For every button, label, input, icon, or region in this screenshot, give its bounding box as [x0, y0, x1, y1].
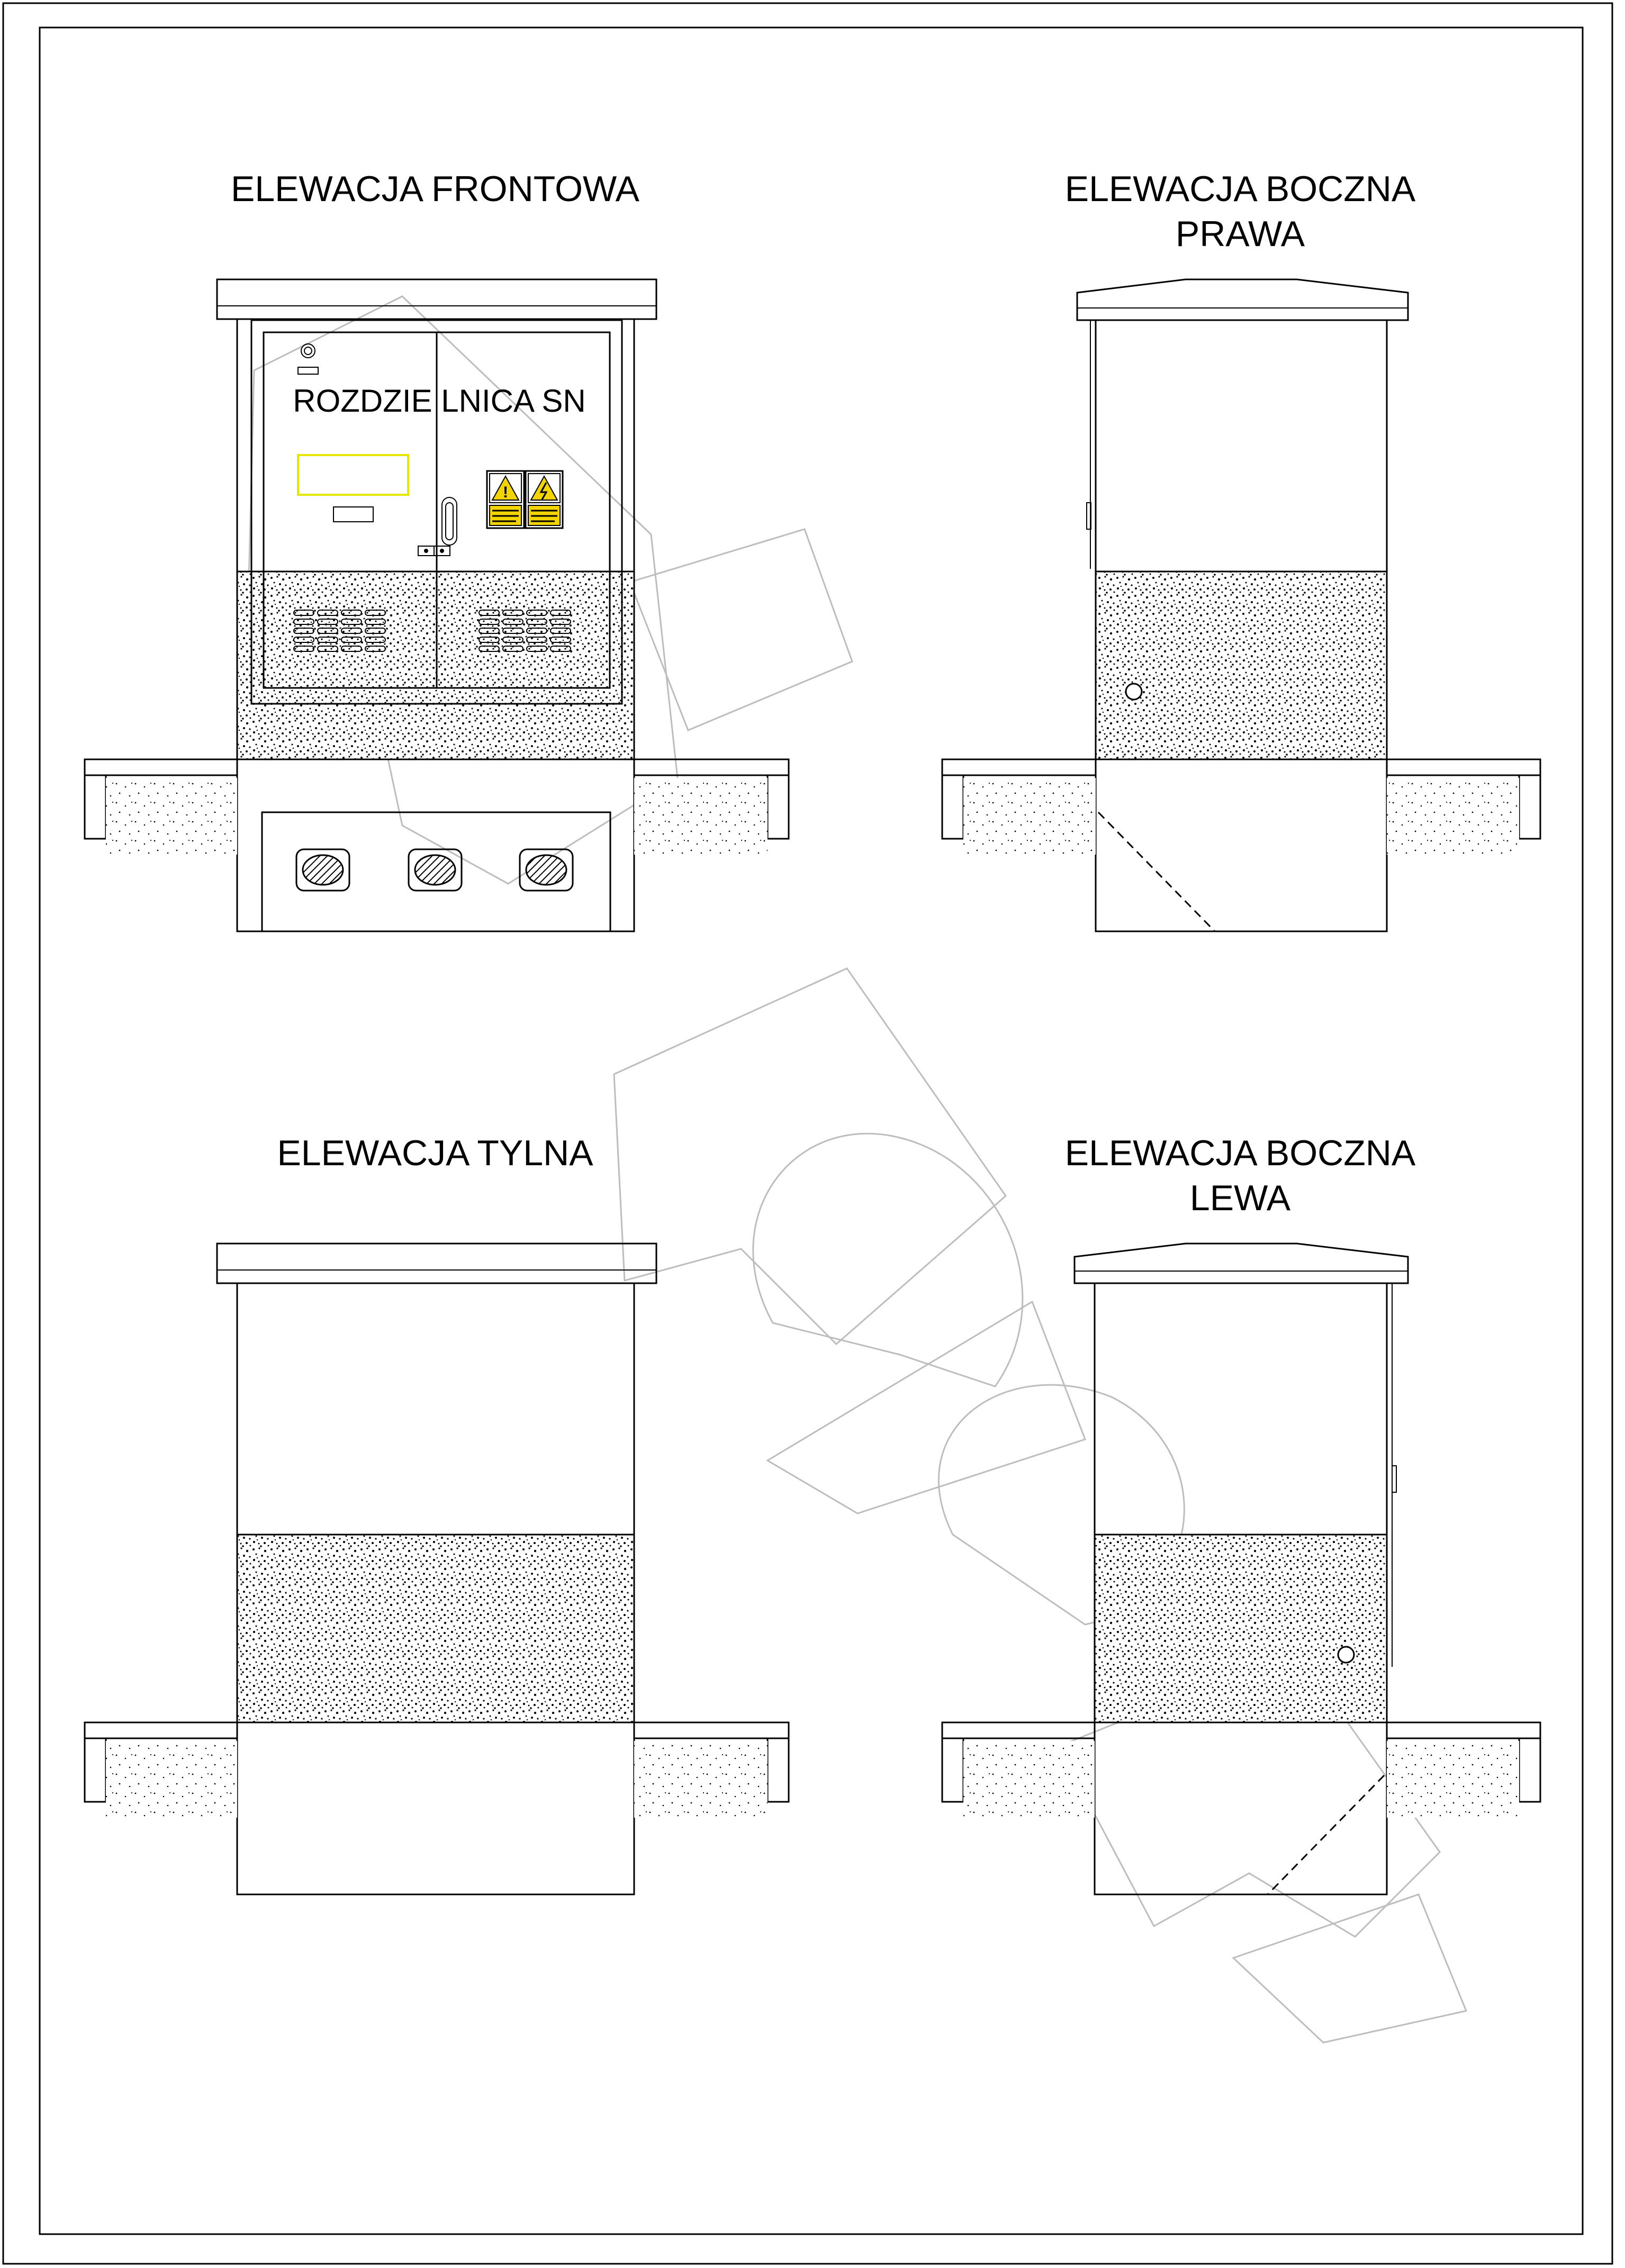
right-title-line2: PRAWA [1175, 214, 1305, 254]
name-plate [333, 507, 373, 522]
svg-text:!: ! [503, 484, 508, 501]
back-elevation [85, 1133, 789, 1894]
cable-gland-1-icon [296, 849, 349, 891]
ground-slab-back [85, 1722, 789, 1894]
housing-body [237, 1283, 634, 1535]
right-elevation [942, 169, 1540, 931]
earthing-point-icon [1126, 684, 1142, 700]
speckled-base [1095, 1535, 1387, 1722]
label-frame [298, 455, 408, 495]
key-slot [298, 367, 318, 374]
left-elevation [942, 1133, 1540, 1894]
back-title: ELEWACJA TYLNA [277, 1133, 593, 1173]
warning-sign-voltage-icon [526, 471, 563, 528]
ground-slab-front [85, 759, 789, 931]
cable-gland-3-icon [520, 849, 573, 891]
housing-body [237, 319, 634, 571]
speckled-base [1096, 571, 1387, 759]
front-title: ELEWACJA FRONTOWA [230, 169, 640, 209]
ground-slab-right [942, 759, 1540, 931]
speckled-base-left [237, 571, 634, 759]
cable-gland-2-icon [409, 849, 462, 891]
ground-slab-left [942, 1722, 1540, 1894]
lock-icon [301, 344, 315, 358]
roof [217, 279, 656, 319]
door-label: ROZDZIE LNICA SN [293, 383, 586, 419]
earthing-point-icon [1338, 1647, 1354, 1663]
housing-body [1095, 1283, 1387, 1535]
inner-frame [40, 28, 1583, 2234]
housing-body [1096, 320, 1387, 571]
warning-sign-general-icon [487, 471, 524, 528]
front-elevation [85, 169, 789, 931]
left-title-line2: LEWA [1189, 1178, 1291, 1218]
roof [1077, 279, 1408, 320]
left-title-line1: ELEWACJA BOCZNA [1064, 1133, 1416, 1173]
roof [217, 1244, 656, 1283]
right-title-line1: ELEWACJA BOCZNA [1064, 169, 1416, 209]
speckled-base [237, 1535, 634, 1722]
roof [1075, 1244, 1408, 1283]
